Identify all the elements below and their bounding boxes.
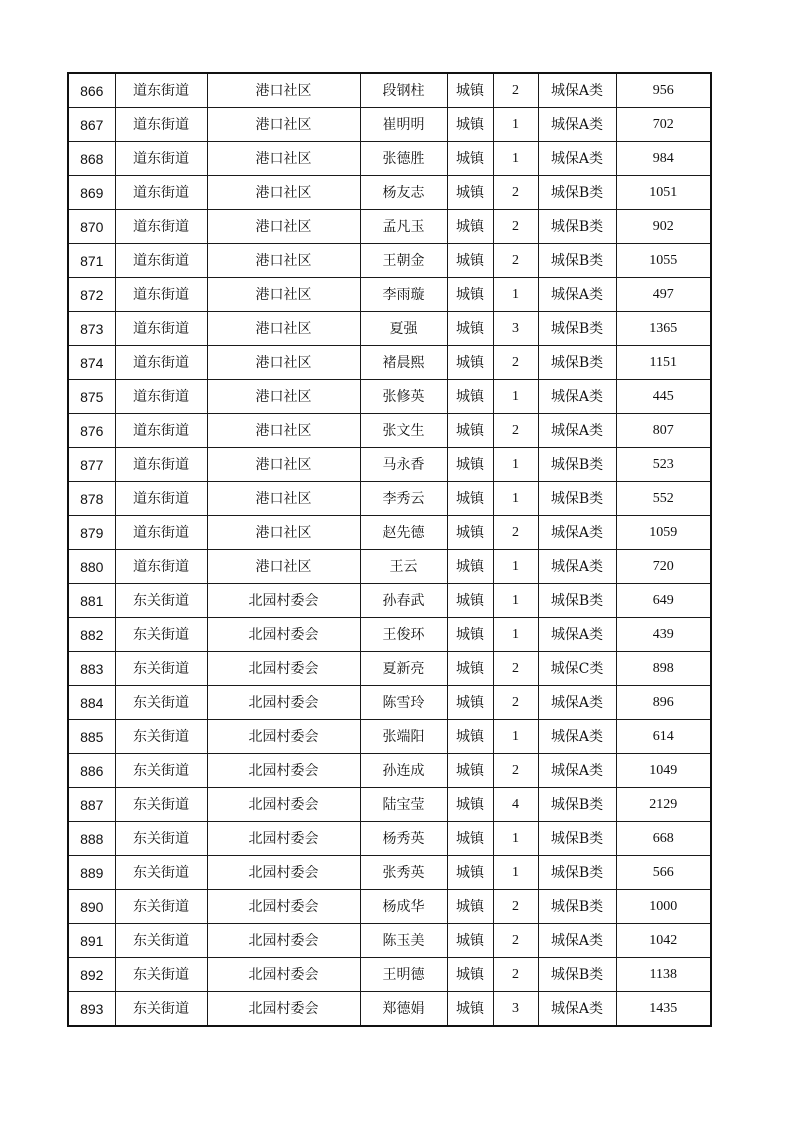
household-type-cell: 城镇	[447, 244, 493, 278]
amount-cell: 702	[616, 108, 711, 142]
category-cell: 城保A类	[538, 73, 616, 108]
street-cell: 道东街道	[115, 244, 207, 278]
row-number-cell: 869	[68, 176, 115, 210]
category-cell: 城保A类	[538, 754, 616, 788]
category-cell: 城保A类	[538, 992, 616, 1027]
row-number-cell: 871	[68, 244, 115, 278]
amount-cell: 1365	[616, 312, 711, 346]
street-cell: 道东街道	[115, 108, 207, 142]
category-cell: 城保B类	[538, 210, 616, 244]
street-cell: 东关街道	[115, 754, 207, 788]
table-row	[68, 890, 711, 924]
table-row	[68, 210, 711, 244]
person-count-cell: 4	[493, 788, 538, 822]
amount-cell: 439	[616, 618, 711, 652]
category-cell: 城保B类	[538, 346, 616, 380]
street-cell: 道东街道	[115, 278, 207, 312]
person-count-cell: 2	[493, 516, 538, 550]
person-count-cell: 1	[493, 618, 538, 652]
street-cell: 东关街道	[115, 686, 207, 720]
household-type-cell: 城镇	[447, 584, 493, 618]
amount-cell: 1000	[616, 890, 711, 924]
name-cell: 张德胜	[360, 142, 447, 176]
street-cell: 东关街道	[115, 618, 207, 652]
person-count-cell: 2	[493, 210, 538, 244]
street-cell: 东关街道	[115, 822, 207, 856]
row-number-cell: 877	[68, 448, 115, 482]
community-cell: 北园村委会	[207, 788, 360, 822]
person-count-cell: 2	[493, 890, 538, 924]
table-row	[68, 958, 711, 992]
name-cell: 王云	[360, 550, 447, 584]
community-cell: 港口社区	[207, 278, 360, 312]
street-cell: 道东街道	[115, 380, 207, 414]
category-cell: 城保A类	[538, 516, 616, 550]
household-type-cell: 城镇	[447, 108, 493, 142]
household-type-cell: 城镇	[447, 142, 493, 176]
row-number-cell: 885	[68, 720, 115, 754]
community-cell: 北园村委会	[207, 584, 360, 618]
row-number-cell: 873	[68, 312, 115, 346]
row-number-cell: 882	[68, 618, 115, 652]
street-cell: 东关街道	[115, 788, 207, 822]
community-cell: 北园村委会	[207, 856, 360, 890]
household-type-cell: 城镇	[447, 176, 493, 210]
community-cell: 北园村委会	[207, 958, 360, 992]
street-cell: 道东街道	[115, 482, 207, 516]
name-cell: 杨友志	[360, 176, 447, 210]
household-type-cell: 城镇	[447, 312, 493, 346]
row-number-cell: 870	[68, 210, 115, 244]
community-cell: 港口社区	[207, 550, 360, 584]
community-cell: 港口社区	[207, 244, 360, 278]
row-number-cell: 874	[68, 346, 115, 380]
table-row	[68, 516, 711, 550]
amount-cell: 668	[616, 822, 711, 856]
person-count-cell: 2	[493, 686, 538, 720]
community-cell: 北园村委会	[207, 992, 360, 1027]
person-count-cell: 1	[493, 720, 538, 754]
category-cell: 城保B类	[538, 890, 616, 924]
row-number-cell: 886	[68, 754, 115, 788]
household-type-cell: 城镇	[447, 856, 493, 890]
row-number-cell: 890	[68, 890, 115, 924]
household-type-cell: 城镇	[447, 686, 493, 720]
person-count-cell: 1	[493, 448, 538, 482]
table-row	[68, 992, 711, 1027]
category-cell: 城保B类	[538, 448, 616, 482]
name-cell: 夏新亮	[360, 652, 447, 686]
community-cell: 港口社区	[207, 108, 360, 142]
row-number-cell: 887	[68, 788, 115, 822]
table-row	[68, 482, 711, 516]
amount-cell: 445	[616, 380, 711, 414]
category-cell: 城保B类	[538, 958, 616, 992]
household-type-cell: 城镇	[447, 992, 493, 1027]
row-number-cell: 884	[68, 686, 115, 720]
street-cell: 东关街道	[115, 720, 207, 754]
person-count-cell: 1	[493, 142, 538, 176]
community-cell: 北园村委会	[207, 720, 360, 754]
street-cell: 东关街道	[115, 584, 207, 618]
category-cell: 城保A类	[538, 686, 616, 720]
street-cell: 道东街道	[115, 346, 207, 380]
person-count-cell: 3	[493, 992, 538, 1027]
category-cell: 城保B类	[538, 856, 616, 890]
name-cell: 王朝金	[360, 244, 447, 278]
household-type-cell: 城镇	[447, 550, 493, 584]
household-type-cell: 城镇	[447, 652, 493, 686]
row-number-cell: 881	[68, 584, 115, 618]
category-cell: 城保A类	[538, 278, 616, 312]
street-cell: 东关街道	[115, 890, 207, 924]
row-number-cell: 880	[68, 550, 115, 584]
household-type-cell: 城镇	[447, 380, 493, 414]
category-cell: 城保B类	[538, 176, 616, 210]
category-cell: 城保B类	[538, 312, 616, 346]
person-count-cell: 1	[493, 482, 538, 516]
street-cell: 道东街道	[115, 312, 207, 346]
community-cell: 港口社区	[207, 516, 360, 550]
table-row	[68, 142, 711, 176]
category-cell: 城保B类	[538, 244, 616, 278]
category-cell: 城保A类	[538, 550, 616, 584]
community-cell: 港口社区	[207, 312, 360, 346]
household-type-cell: 城镇	[447, 618, 493, 652]
category-cell: 城保A类	[538, 414, 616, 448]
community-cell: 北园村委会	[207, 822, 360, 856]
name-cell: 张文生	[360, 414, 447, 448]
street-cell: 东关街道	[115, 856, 207, 890]
community-cell: 港口社区	[207, 380, 360, 414]
person-count-cell: 1	[493, 108, 538, 142]
name-cell: 王俊环	[360, 618, 447, 652]
household-type-cell: 城镇	[447, 958, 493, 992]
amount-cell: 1138	[616, 958, 711, 992]
table-row	[68, 618, 711, 652]
category-cell: 城保A类	[538, 142, 616, 176]
household-type-cell: 城镇	[447, 788, 493, 822]
amount-cell: 566	[616, 856, 711, 890]
row-number-cell: 891	[68, 924, 115, 958]
community-cell: 港口社区	[207, 142, 360, 176]
name-cell: 孙连成	[360, 754, 447, 788]
row-number-cell: 883	[68, 652, 115, 686]
row-number-cell: 875	[68, 380, 115, 414]
name-cell: 陈玉美	[360, 924, 447, 958]
table-row	[68, 108, 711, 142]
amount-cell: 1055	[616, 244, 711, 278]
community-cell: 北园村委会	[207, 890, 360, 924]
table-row	[68, 448, 711, 482]
person-count-cell: 2	[493, 652, 538, 686]
row-number-cell: 893	[68, 992, 115, 1027]
name-cell: 马永香	[360, 448, 447, 482]
street-cell: 道东街道	[115, 176, 207, 210]
household-type-cell: 城镇	[447, 924, 493, 958]
amount-cell: 552	[616, 482, 711, 516]
household-type-cell: 城镇	[447, 210, 493, 244]
row-number-cell: 876	[68, 414, 115, 448]
community-cell: 港口社区	[207, 210, 360, 244]
street-cell: 道东街道	[115, 414, 207, 448]
household-type-cell: 城镇	[447, 822, 493, 856]
person-count-cell: 2	[493, 73, 538, 108]
name-cell: 李秀云	[360, 482, 447, 516]
table-row	[68, 856, 711, 890]
person-count-cell: 2	[493, 958, 538, 992]
row-number-cell: 867	[68, 108, 115, 142]
community-cell: 港口社区	[207, 176, 360, 210]
amount-cell: 497	[616, 278, 711, 312]
community-cell: 港口社区	[207, 346, 360, 380]
amount-cell: 902	[616, 210, 711, 244]
household-type-cell: 城镇	[447, 346, 493, 380]
community-cell: 港口社区	[207, 73, 360, 108]
street-cell: 东关街道	[115, 652, 207, 686]
person-count-cell: 2	[493, 924, 538, 958]
amount-cell: 1059	[616, 516, 711, 550]
person-count-cell: 2	[493, 244, 538, 278]
name-cell: 王明德	[360, 958, 447, 992]
table-row	[68, 686, 711, 720]
name-cell: 孟凡玉	[360, 210, 447, 244]
person-count-cell: 1	[493, 856, 538, 890]
household-type-cell: 城镇	[447, 414, 493, 448]
category-cell: 城保A类	[538, 618, 616, 652]
table-row	[68, 312, 711, 346]
category-cell: 城保B类	[538, 584, 616, 618]
community-cell: 北园村委会	[207, 686, 360, 720]
category-cell: 城保A类	[538, 380, 616, 414]
name-cell: 段钢柱	[360, 73, 447, 108]
name-cell: 夏强	[360, 312, 447, 346]
street-cell: 道东街道	[115, 142, 207, 176]
row-number-cell: 878	[68, 482, 115, 516]
row-number-cell: 888	[68, 822, 115, 856]
name-cell: 崔明明	[360, 108, 447, 142]
table-row	[68, 380, 711, 414]
amount-cell: 984	[616, 142, 711, 176]
row-number-cell: 879	[68, 516, 115, 550]
community-cell: 北园村委会	[207, 618, 360, 652]
table-row	[68, 788, 711, 822]
category-cell: 城保B类	[538, 822, 616, 856]
person-count-cell: 2	[493, 414, 538, 448]
amount-cell: 1042	[616, 924, 711, 958]
name-cell: 张端阳	[360, 720, 447, 754]
category-cell: 城保A类	[538, 720, 616, 754]
person-count-cell: 3	[493, 312, 538, 346]
amount-cell: 807	[616, 414, 711, 448]
person-count-cell: 2	[493, 176, 538, 210]
name-cell: 褚晨熙	[360, 346, 447, 380]
community-cell: 港口社区	[207, 414, 360, 448]
name-cell: 杨成华	[360, 890, 447, 924]
household-type-cell: 城镇	[447, 448, 493, 482]
table-body	[68, 73, 711, 1026]
name-cell: 李雨璇	[360, 278, 447, 312]
table-row	[68, 346, 711, 380]
row-number-cell: 866	[68, 73, 115, 108]
category-cell: 城保A类	[538, 108, 616, 142]
person-count-cell: 1	[493, 822, 538, 856]
street-cell: 道东街道	[115, 210, 207, 244]
household-type-cell: 城镇	[447, 73, 493, 108]
table-row	[68, 584, 711, 618]
street-cell: 道东街道	[115, 448, 207, 482]
name-cell: 赵先德	[360, 516, 447, 550]
community-cell: 北园村委会	[207, 924, 360, 958]
table-row	[68, 550, 711, 584]
street-cell: 东关街道	[115, 958, 207, 992]
row-number-cell: 872	[68, 278, 115, 312]
amount-cell: 896	[616, 686, 711, 720]
table-row	[68, 278, 711, 312]
row-number-cell: 868	[68, 142, 115, 176]
street-cell: 东关街道	[115, 924, 207, 958]
amount-cell: 1151	[616, 346, 711, 380]
table-row	[68, 244, 711, 278]
name-cell: 陈雪玲	[360, 686, 447, 720]
amount-cell: 614	[616, 720, 711, 754]
name-cell: 杨秀英	[360, 822, 447, 856]
amount-cell: 2129	[616, 788, 711, 822]
table-row	[68, 754, 711, 788]
community-cell: 港口社区	[207, 448, 360, 482]
community-cell: 北园村委会	[207, 754, 360, 788]
name-cell: 孙春武	[360, 584, 447, 618]
table-row	[68, 176, 711, 210]
table-row	[68, 924, 711, 958]
street-cell: 道东街道	[115, 73, 207, 108]
household-type-cell: 城镇	[447, 278, 493, 312]
table-row	[68, 414, 711, 448]
community-cell: 北园村委会	[207, 652, 360, 686]
household-type-cell: 城镇	[447, 482, 493, 516]
amount-cell: 1435	[616, 992, 711, 1027]
table-row	[68, 822, 711, 856]
name-cell: 张修英	[360, 380, 447, 414]
category-cell: 城保B类	[538, 788, 616, 822]
person-count-cell: 2	[493, 346, 538, 380]
street-cell: 东关街道	[115, 992, 207, 1027]
amount-cell: 720	[616, 550, 711, 584]
table-row	[68, 73, 711, 108]
street-cell: 道东街道	[115, 550, 207, 584]
street-cell: 道东街道	[115, 516, 207, 550]
table-row	[68, 720, 711, 754]
amount-cell: 898	[616, 652, 711, 686]
household-type-cell: 城镇	[447, 890, 493, 924]
row-number-cell: 892	[68, 958, 115, 992]
amount-cell: 956	[616, 73, 711, 108]
row-number-cell: 889	[68, 856, 115, 890]
name-cell: 张秀英	[360, 856, 447, 890]
beneficiary-table	[67, 72, 712, 1027]
person-count-cell: 1	[493, 584, 538, 618]
household-type-cell: 城镇	[447, 754, 493, 788]
amount-cell: 523	[616, 448, 711, 482]
amount-cell: 1051	[616, 176, 711, 210]
category-cell: 城保C类	[538, 652, 616, 686]
household-type-cell: 城镇	[447, 516, 493, 550]
person-count-cell: 1	[493, 278, 538, 312]
name-cell: 陆宝莹	[360, 788, 447, 822]
community-cell: 港口社区	[207, 482, 360, 516]
amount-cell: 649	[616, 584, 711, 618]
person-count-cell: 2	[493, 754, 538, 788]
household-type-cell: 城镇	[447, 720, 493, 754]
person-count-cell: 1	[493, 550, 538, 584]
category-cell: 城保A类	[538, 924, 616, 958]
amount-cell: 1049	[616, 754, 711, 788]
table-row	[68, 652, 711, 686]
person-count-cell: 1	[493, 380, 538, 414]
category-cell: 城保B类	[538, 482, 616, 516]
name-cell: 郑德娟	[360, 992, 447, 1027]
